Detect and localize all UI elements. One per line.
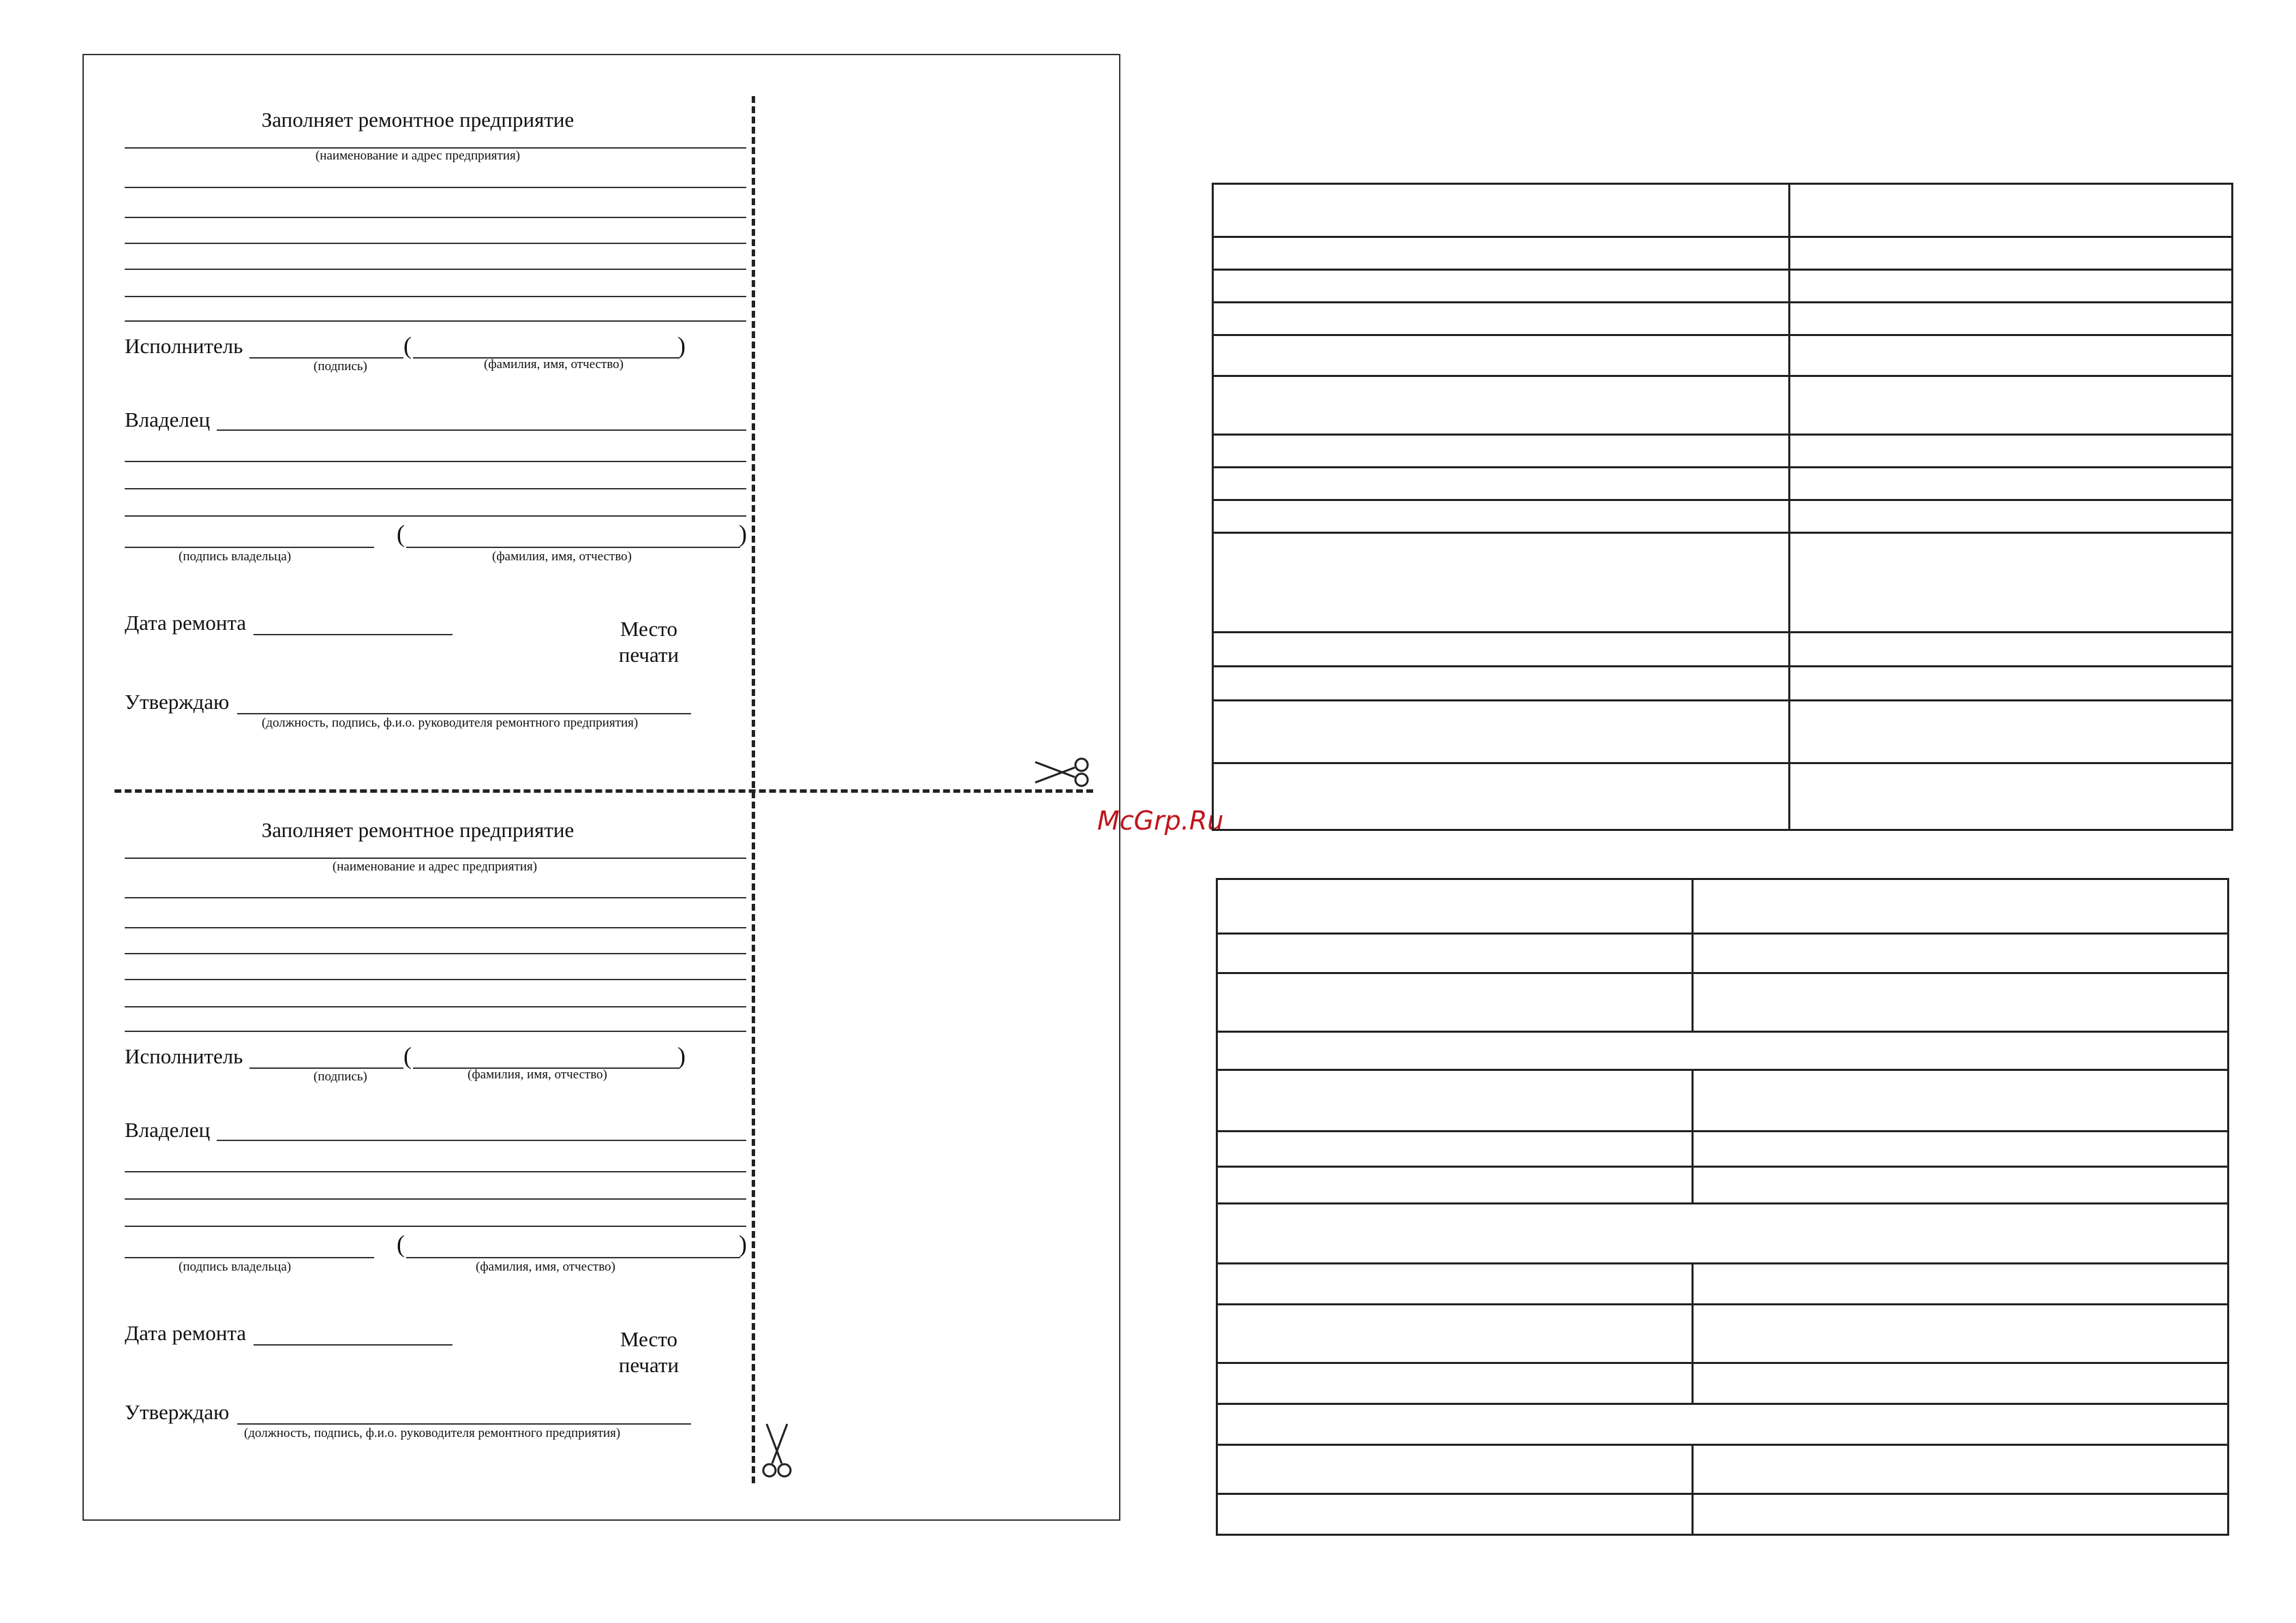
executor-signature-line[interactable] (249, 357, 403, 359)
table-cell[interactable] (1790, 303, 2233, 335)
repair-date-label: Дата ремонта (125, 1321, 247, 1345)
table-cell[interactable] (1213, 270, 1790, 303)
table-cell[interactable] (1790, 376, 2233, 435)
table-cell[interactable] (1213, 184, 1790, 237)
table-cell[interactable] (1217, 879, 1693, 934)
caption-enterprise: (наименование и адрес предприятия) (315, 149, 521, 163)
caption-enterprise: (наименование и адрес предприятия) (332, 860, 538, 874)
repair-date-line[interactable] (254, 1344, 453, 1346)
line-blank[interactable] (125, 1006, 746, 1007)
repair-date-line[interactable] (254, 634, 453, 635)
table-cell[interactable] (1693, 1167, 2229, 1204)
owner-label: Владелец (125, 1118, 211, 1142)
table-cell[interactable] (1217, 934, 1693, 973)
executor-label: Исполнитель (125, 334, 243, 358)
scissors-icon-vertical (760, 1421, 794, 1483)
table-cell[interactable] (1790, 270, 2233, 303)
approve-label: Утверждаю (125, 690, 230, 714)
line-blank[interactable] (125, 1031, 746, 1032)
table-cell[interactable] (1693, 1363, 2229, 1404)
table-cell[interactable] (1790, 184, 2233, 237)
paren-open: ( (397, 1230, 405, 1258)
caption-owner-signature: (подпись владельца) (179, 1260, 292, 1274)
table-cell[interactable] (1790, 633, 2233, 667)
table-cell[interactable] (1790, 701, 2233, 763)
line-blank[interactable] (125, 897, 746, 898)
line-blank[interactable] (125, 979, 746, 980)
owner-line[interactable] (217, 1140, 746, 1141)
executor-signature-line[interactable] (249, 1067, 403, 1069)
line-blank[interactable] (125, 1226, 746, 1227)
table-cell[interactable] (1213, 376, 1790, 435)
table-cell[interactable] (1217, 1494, 1693, 1535)
owner-line[interactable] (217, 429, 746, 431)
paren-close: ) (677, 332, 686, 359)
page-frame (82, 54, 1120, 1521)
scissors-icon (1032, 755, 1094, 789)
line-blank[interactable] (125, 1198, 746, 1200)
table-cell[interactable] (1217, 1132, 1693, 1167)
table-cell[interactable] (1693, 879, 2229, 934)
caption-signature: (подпись) (313, 359, 367, 374)
line-blank[interactable] (125, 515, 746, 517)
table-cell[interactable] (1217, 1167, 1693, 1204)
repair-date-label: Дата ремонта (125, 611, 247, 635)
approve-line[interactable] (237, 713, 691, 714)
table-cell[interactable] (1213, 435, 1790, 468)
table-cell[interactable] (1217, 1445, 1693, 1494)
line-blank[interactable] (125, 461, 746, 462)
form-title: Заполняет ремонтное предприятие (261, 818, 575, 842)
line-blank[interactable] (125, 488, 746, 489)
caption-fio: (фамилия, имя, отчество) (468, 1067, 608, 1082)
caption-fio: (фамилия, имя, отчество) (492, 549, 632, 564)
line-blank[interactable] (125, 217, 746, 218)
table-cell[interactable] (1790, 500, 2233, 533)
table-cell[interactable] (1693, 1305, 2229, 1363)
line-blank[interactable] (125, 320, 746, 322)
paren-close: ) (677, 1042, 686, 1070)
approve-line[interactable] (237, 1423, 691, 1425)
caption-approve: (должность, подпись, ф.и.о. руководителя ремонтного предприятия) (244, 1426, 621, 1440)
owner-signature-line[interactable] (125, 547, 374, 548)
table-cell[interactable] (1790, 468, 2233, 500)
line-enterprise[interactable] (125, 858, 746, 859)
line-blank[interactable] (125, 927, 746, 928)
table-cell[interactable] (1693, 1132, 2229, 1167)
table-cell[interactable] (1693, 1264, 2229, 1305)
table-top (1212, 183, 2233, 831)
approve-label: Утверждаю (125, 1400, 230, 1424)
stamp-place: Место печати (618, 617, 679, 667)
table-cell[interactable] (1213, 303, 1790, 335)
line-blank[interactable] (125, 243, 746, 244)
owner-fio-line[interactable] (406, 547, 740, 548)
owner-label: Владелец (125, 408, 211, 431)
paren-open: ( (403, 332, 412, 359)
table-cell[interactable] (1693, 1445, 2229, 1494)
table-cell[interactable] (1213, 533, 1790, 633)
line-blank[interactable] (125, 296, 746, 297)
paren-open: ( (403, 1042, 412, 1070)
table-cell[interactable] (1790, 435, 2233, 468)
form-title: Заполняет ремонтное предприятие (261, 108, 575, 132)
table-cell[interactable] (1693, 1494, 2229, 1535)
line-blank[interactable] (125, 269, 746, 270)
table-cell[interactable] (1213, 633, 1790, 667)
table-cell[interactable] (1693, 1070, 2229, 1132)
table-cell[interactable] (1213, 701, 1790, 763)
table-section-row[interactable] (1217, 1204, 2229, 1264)
table-cell[interactable] (1790, 533, 2233, 633)
table-bottom (1216, 878, 2229, 1536)
caption-fio: (фамилия, имя, отчество) (476, 1260, 616, 1274)
caption-signature: (подпись) (313, 1070, 367, 1084)
paren-close: ) (739, 1230, 747, 1258)
table-cell[interactable] (1213, 237, 1790, 270)
table-section-row[interactable] (1217, 1032, 2229, 1070)
table-cell[interactable] (1213, 667, 1790, 701)
table-cell[interactable] (1213, 763, 1790, 830)
line-blank[interactable] (125, 953, 746, 954)
line-blank[interactable] (125, 187, 746, 188)
table-cell[interactable] (1790, 763, 2233, 830)
stamp-place: Место печати (618, 1327, 679, 1377)
table-cell[interactable] (1213, 468, 1790, 500)
owner-fio-line[interactable] (406, 1257, 740, 1258)
table-cell[interactable] (1213, 500, 1790, 533)
table-cell[interactable] (1790, 335, 2233, 376)
table-cell[interactable] (1790, 237, 2233, 270)
table-cell[interactable] (1693, 934, 2229, 973)
watermark: McGrp.Ru (1097, 806, 1224, 836)
table-cell[interactable] (1217, 1264, 1693, 1305)
caption-owner-signature: (подпись владельца) (179, 549, 292, 564)
table-cell[interactable] (1217, 1305, 1693, 1363)
table-cell[interactable] (1217, 1070, 1693, 1132)
horizontal-cut-line (114, 789, 1093, 793)
table-section-row[interactable] (1217, 1404, 2229, 1445)
executor-label: Исполнитель (125, 1044, 243, 1068)
paren-open: ( (397, 520, 405, 547)
table-cell[interactable] (1217, 1363, 1693, 1404)
caption-approve: (должность, подпись, ф.и.о. руководителя ремонтного предприятия) (262, 716, 639, 730)
table-cell[interactable] (1217, 973, 1693, 1032)
paren-close: ) (739, 520, 747, 547)
table-cell[interactable] (1693, 973, 2229, 1032)
line-blank[interactable] (125, 1171, 746, 1172)
table-cell[interactable] (1213, 335, 1790, 376)
owner-signature-line[interactable] (125, 1257, 374, 1258)
table-cell[interactable] (1790, 667, 2233, 701)
caption-fio: (фамилия, имя, отчество) (484, 357, 624, 371)
